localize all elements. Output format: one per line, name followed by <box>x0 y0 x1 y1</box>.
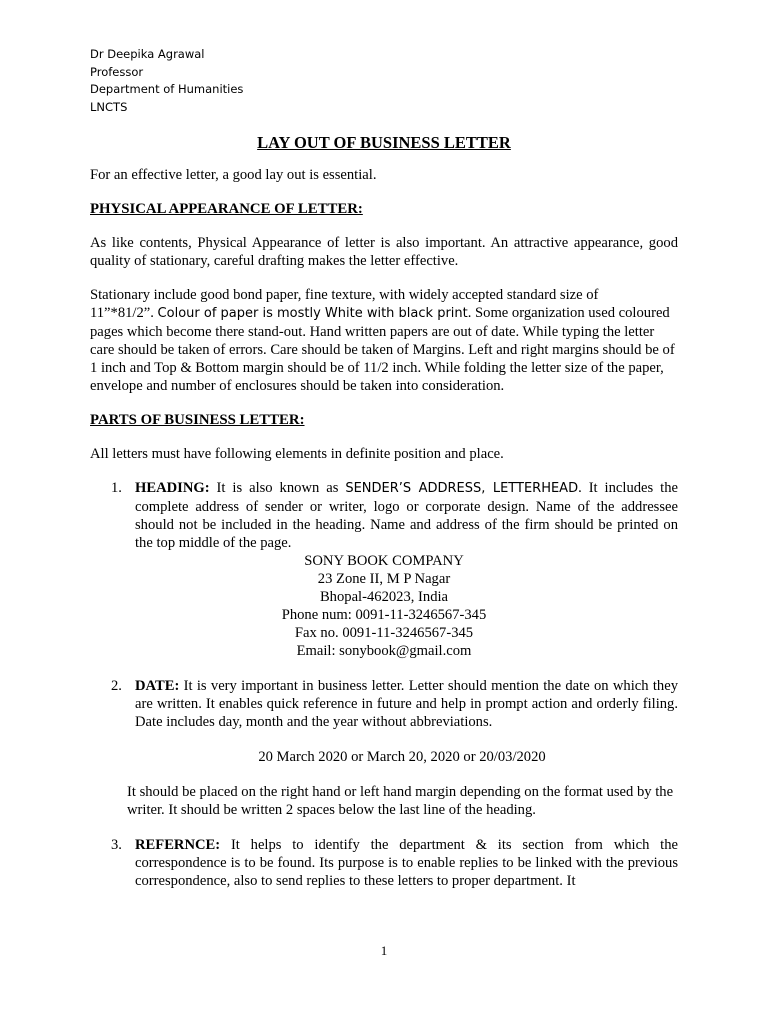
reference-item <box>90 836 678 890</box>
item-label: HEADING: <box>135 480 210 496</box>
address-line: SONY BOOK COMPANY <box>304 553 464 569</box>
item-label: REFERNCE: <box>135 837 221 853</box>
address-line: Bhopal-462023, India <box>319 589 449 605</box>
document-page <box>90 46 678 890</box>
parts-intro: All letters must have following elements in definite position and place. <box>90 446 504 462</box>
physical-paragraph-2 <box>90 286 678 395</box>
sample-address <box>90 552 678 660</box>
item-number: 1. <box>111 480 122 496</box>
item-text-rest: . It includes the complete address of sender or writer, logo or corporate design. Name of the addressee should not be included in the heading. Name and address of the firm should be printed on the top middle of the page. <box>135 480 678 551</box>
author-department: Department of Humanities <box>90 82 244 96</box>
date-examples: 20 March 2020 or March 20, 2020 or 20/03/2020 <box>258 749 546 765</box>
author-designation: Professor <box>90 64 144 79</box>
item-label: DATE: <box>135 678 180 694</box>
item-text: It helps to identify the department & its section from which the correspondence is to be found. Its purpose is to enable replies to be linked with the previous correspondence, also to send replies to these letters to proper department. It <box>135 837 678 889</box>
author-block <box>90 46 678 116</box>
physical-appearance-heading: PHYSICAL APPEARANCE OF LETTER: <box>90 201 363 217</box>
date-item <box>90 677 678 731</box>
item-text: It is very important in business letter. Letter should mention the date on which they are written. It enables quick reference in future and help in prompt action and orderly filing. Date includes day, month and the year without abbreviations. <box>135 678 678 730</box>
author-name: Dr Deepika Agrawal <box>90 47 205 61</box>
page-number: 1 <box>380 943 388 958</box>
parts-heading: PARTS OF BUSINESS LETTER: <box>90 412 305 428</box>
colour-text: Colour of paper is mostly White with black print <box>157 306 468 321</box>
address-line: Email: sonybook@gmail.com <box>296 643 472 659</box>
physical-paragraph-1: As like contents, Physical Appearance of letter is also important. An attractive appearance, good quality of stationary, careful drafting makes the letter effective. <box>90 235 678 269</box>
stationary-text: Stationary include good bond paper, fine texture, with widely accepted standard size of <box>90 287 599 303</box>
date-placement-note: It should be placed on the right hand or left hand margin depending on the format used by the writer. It should be written 2 spaces below the last line of the heading. <box>127 784 674 818</box>
author-institution: LNCTS <box>90 99 128 114</box>
address-line: Fax no. 0091-11-3246567-345 <box>294 625 474 641</box>
heading-item <box>90 479 678 552</box>
document-title: LAY OUT OF BUSINESS LETTER <box>257 133 511 152</box>
item-number: 3. <box>111 837 122 853</box>
size-text: 11”*81/2”. <box>90 305 158 321</box>
address-line: 23 Zone II, M P Nagar <box>317 571 451 587</box>
item-number: 2. <box>111 678 122 694</box>
intro-paragraph: For an effective letter, a good lay out is essential. <box>90 167 377 183</box>
item-text: It is also known as <box>209 480 346 496</box>
stationary-text-rest: . Some organization used coloured pages which become there stand-out. Hand written papers are out of date. While typing the letter care should be taken of errors. Care should be taken of Margins. Left and right margins should be of 1 inch and Top & Bottom margin should be of 11/2 inch. While folding the letter size of the paper, envelope and number of enclosures should be taken into consideration. <box>90 305 675 394</box>
address-line: Phone num: 0091-11-3246567-345 <box>281 607 487 623</box>
item-text-sans: SENDER’S ADDRESS, LETTERHEAD <box>345 481 579 496</box>
